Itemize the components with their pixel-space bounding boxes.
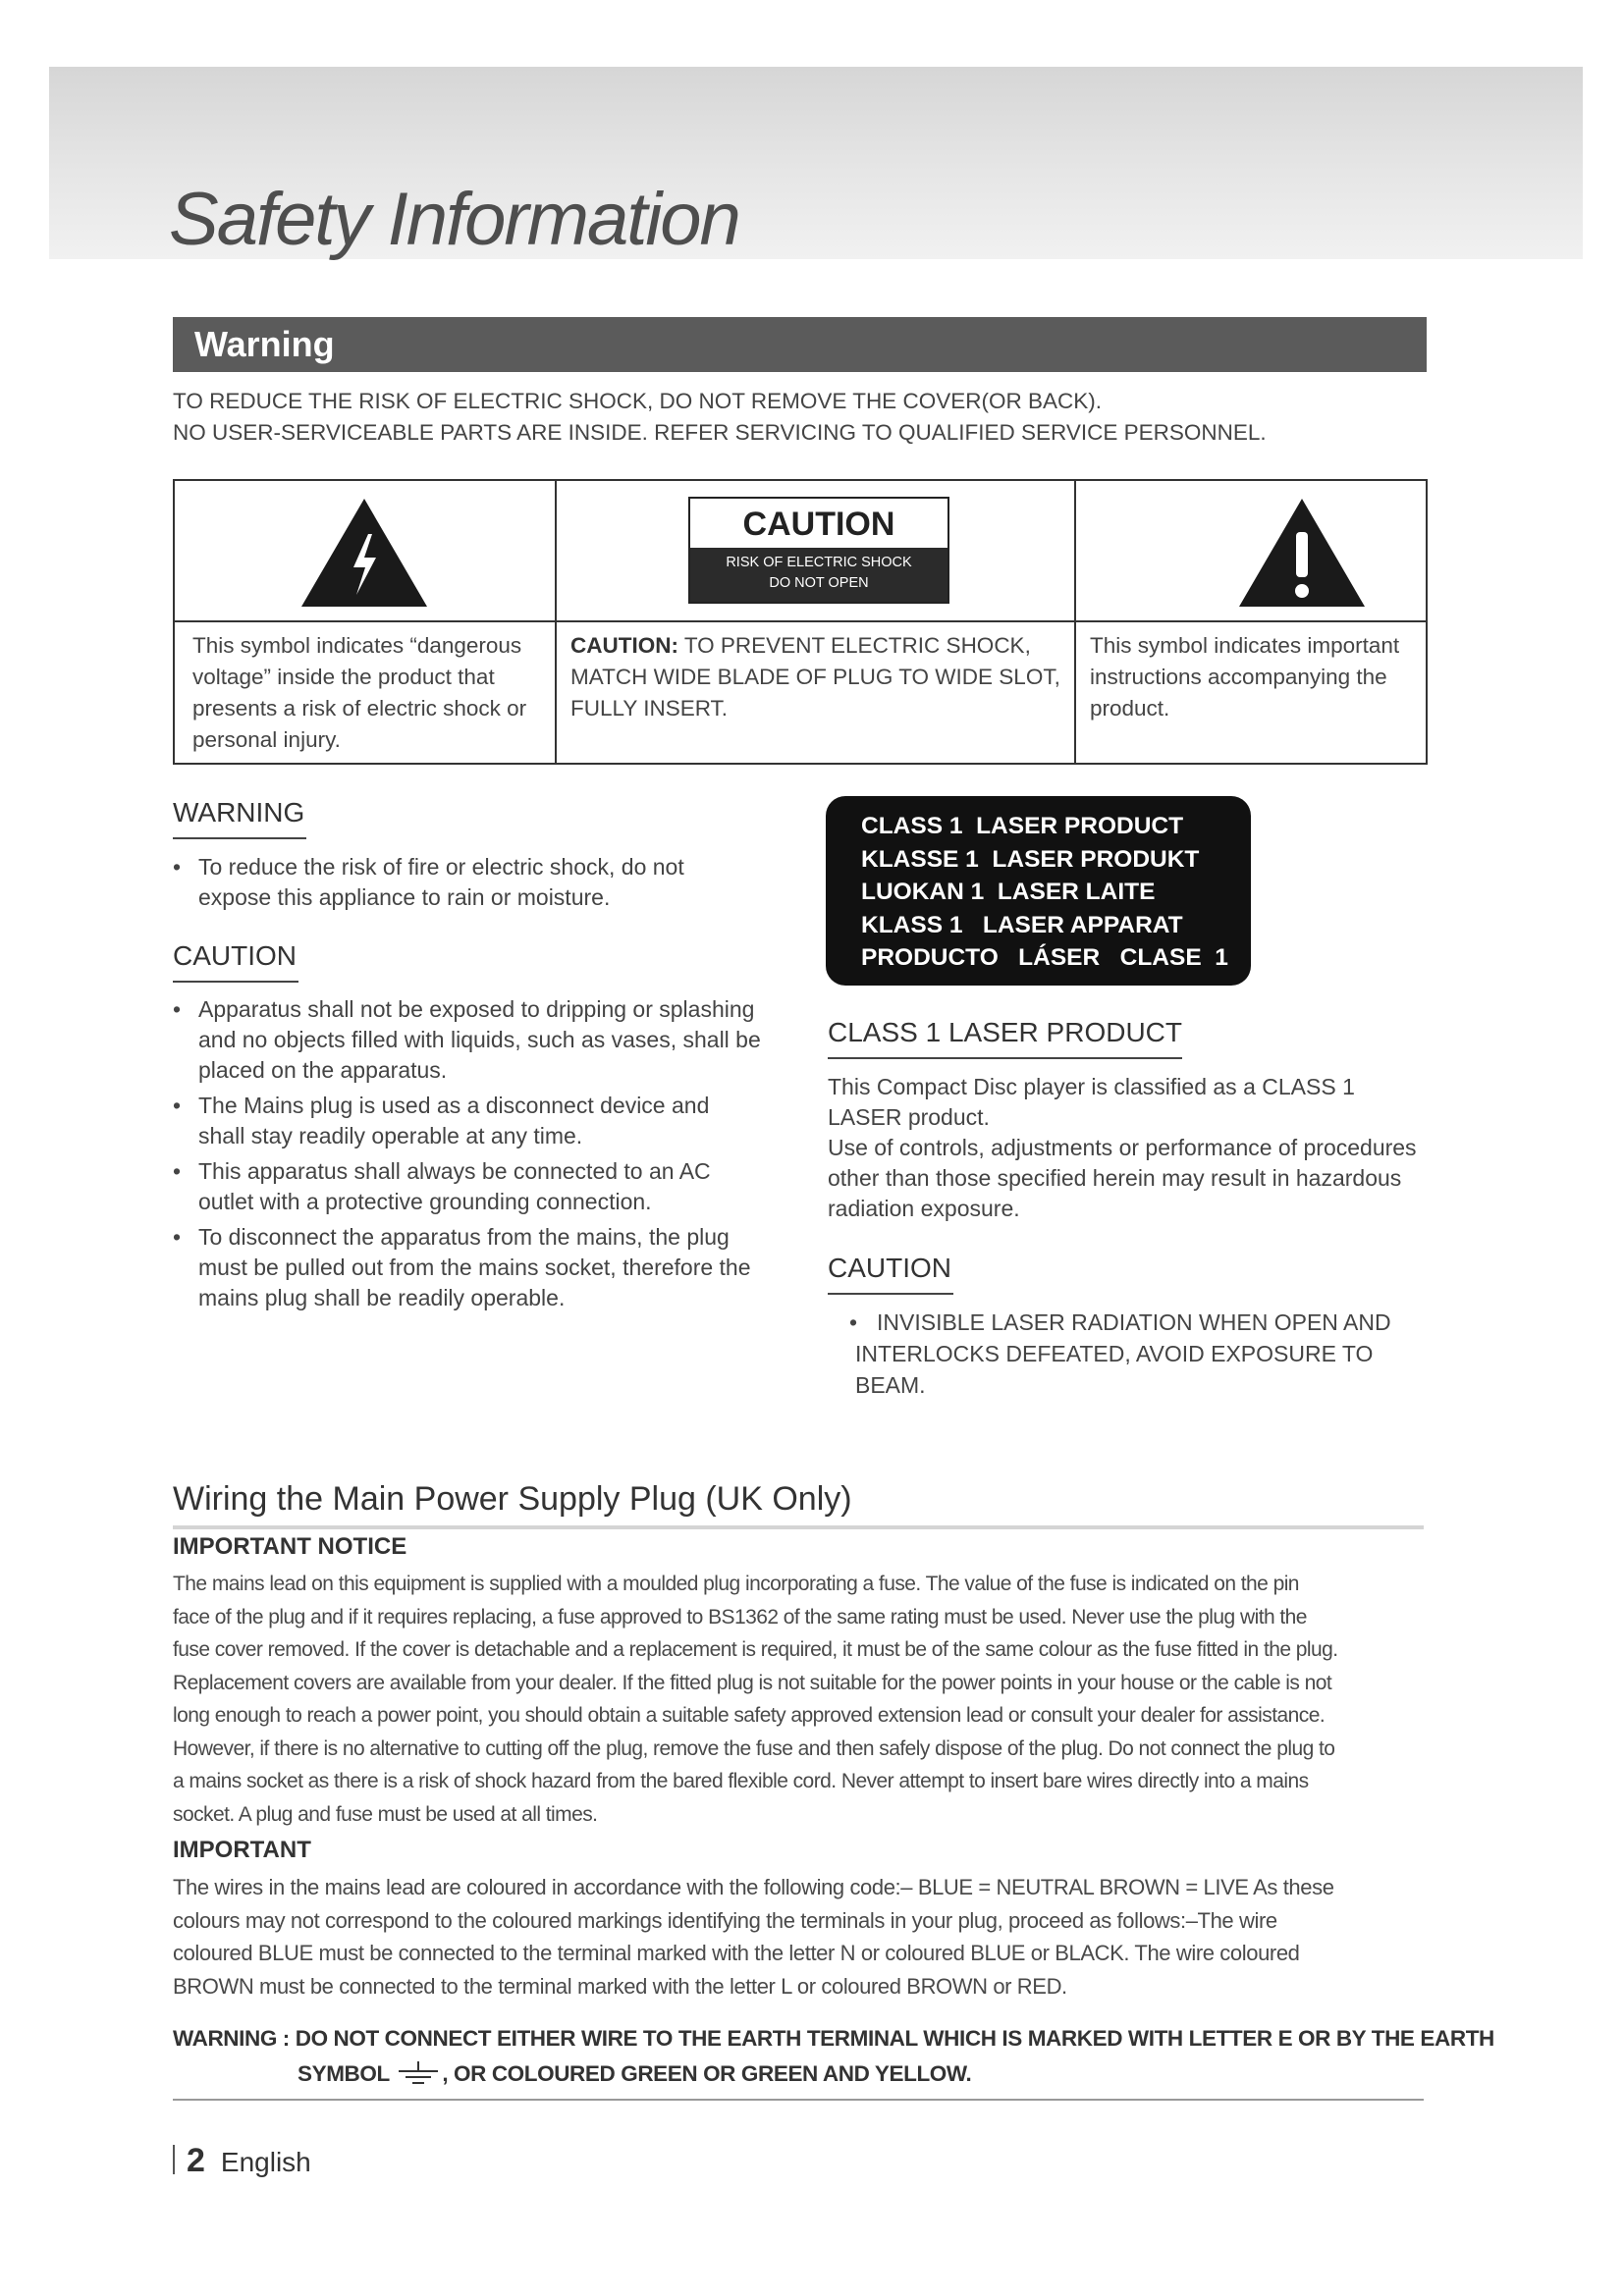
important-text <box>173 1871 1428 2002</box>
footer-rule <box>173 2099 1424 2101</box>
exclamation-warning-icon <box>1237 497 1367 609</box>
class1-paragraph-2: Use of controls, adjustments or performance of procedures other than those specified herein may result in hazardous radiation exposure. <box>828 1135 1417 1221</box>
notice-line: fuse cover removed. If the cover is detachable and a replacement is required, it must be of the same colour as the fuse fitted in the plug. <box>173 1638 1338 1661</box>
laser-label-line: LUOKAN 1 LASER LAITE <box>861 879 1156 905</box>
plug-caution-body: TO PREVENT ELECTRIC SHOCK, MATCH WIDE BLADE OF PLUG TO WIDE SLOT, FULLY INSERT. <box>570 633 1060 721</box>
earth-ground-icon <box>397 2061 440 2085</box>
warning-list <box>173 852 752 918</box>
plug-caution-bold: CAUTION: <box>570 633 678 658</box>
list-item: • The Mains plug is used as a disconnect device and shall stay readily operable at any time. <box>173 1091 762 1151</box>
laser-caution-heading: CAUTION <box>828 1253 951 1283</box>
earth-warning-line-1: WARNING : DO NOT CONNECT EITHER WIRE TO THE EARTH TERMINAL WHICH IS MARKED WITH LETTER E OR BY THE EARTH <box>173 2026 1494 2051</box>
laser-label-line: KLASS 1 LASER APPARAT <box>861 911 1183 938</box>
important-line: BROWN must be connected to the terminal marked with the letter L or coloured BROWN or RED. <box>173 1973 1067 1999</box>
laser-label-line: CLASS 1 LASER PRODUCT <box>861 813 1184 839</box>
notice-line: socket. A plug and fuse must be used at all times. <box>173 1802 598 1826</box>
warning-line-1: TO REDUCE THE RISK OF ELECTRIC SHOCK, DO NOT REMOVE THE COVER(OR BACK). <box>173 389 1102 413</box>
caution-label <box>688 497 949 604</box>
list-item: • INVISIBLE LASER RADIATION WHEN OPEN AND INTERLOCKS DEFEATED, AVOID EXPOSURE TO BEAM. <box>828 1307 1407 1401</box>
notice-line: The mains lead on this equipment is supplied with a moulded plug incorporating a fuse. The value of the fuse is indicated on the pin <box>173 1573 1299 1595</box>
wiring-title-rule <box>173 1525 1424 1529</box>
caution-list <box>173 994 762 1318</box>
page-footer <box>173 2142 311 2180</box>
notice-line: However, if there is no alternative to cutting off the plug, remove the fuse and then safely dispose of the plug. Do not connect the plug to <box>173 1736 1335 1760</box>
class1-heading: CLASS 1 LASER PRODUCT <box>828 1017 1182 1047</box>
earth-warning-symbol-word: SYMBOL <box>298 2061 390 2086</box>
list-item: • This apparatus shall always be connected to an AC outlet with a protective grounding connection. <box>173 1156 762 1217</box>
caution-label-sub1: RISK OF ELECTRIC SHOCK <box>726 555 912 570</box>
important-heading: IMPORTANT <box>173 1837 311 1863</box>
warning-banner: Warning <box>173 317 1427 372</box>
notice-line: a mains socket as there is a risk of shock hazard from the bared flexible cord. Never attempt to insert bare wires directly into a mains <box>173 1770 1309 1792</box>
warning-heading: WARNING <box>173 797 305 828</box>
earth-warning-line-2 <box>298 2061 971 2087</box>
list-item: • To reduce the risk of fire or electric shock, do not expose this appliance to rain or moisture. <box>173 852 752 913</box>
laser-caution-list <box>828 1307 1407 1406</box>
plug-caution-text <box>570 630 1066 724</box>
warning-underline <box>173 837 306 839</box>
list-item: • Apparatus shall not be exposed to dripping or splashing and no objects filled with liquids, such as vases, shall be placed on the apparatus. <box>173 994 762 1086</box>
important-notice-heading: IMPORTANT NOTICE <box>173 1533 407 1560</box>
page-number: 2 <box>187 2142 205 2179</box>
dangerous-voltage-text: This symbol indicates “dangerous voltage” inside the product that presents a risk of electric shock or personal injury. <box>192 633 527 752</box>
important-line: The wires in the mains lead are coloured in accordance with the following code:– BLUE = NEUTRAL BROWN = LIVE As these <box>173 1875 1334 1899</box>
warning-line-2: NO USER-SERVICEABLE PARTS ARE INSIDE. REFER SERVICING TO QUALIFIED SERVICE PERSONNEL. <box>173 420 1267 445</box>
notice-line: Replacement covers are available from your dealer. If the fitted plug is not suitable for the power points in your house or the cable is not <box>173 1671 1332 1694</box>
caution-heading: CAUTION <box>173 940 297 971</box>
laser-label-line: PRODUCTO LÁSER CLASE 1 <box>861 944 1228 971</box>
important-line: colours may not correspond to the coloured markings identifying the terminals in your plug, proceed as follows:–The wire <box>173 1907 1277 1933</box>
caution-underline <box>173 981 298 983</box>
laser-product-label <box>826 796 1251 986</box>
laser-label-line: KLASSE 1 LASER PRODUKT <box>861 845 1200 873</box>
important-notice-text <box>173 1568 1428 1831</box>
footer-bar <box>173 2145 175 2174</box>
notice-line: long enough to reach a power point, you should obtain a suitable safety approved extension lead or consult your dealer for assistance. <box>173 1704 1326 1727</box>
important-line: coloured BLUE must be connected to the terminal marked with the letter N or coloured BLUE or BLACK. The wire coloured <box>173 1941 1300 1965</box>
lightning-warning-icon <box>299 497 429 609</box>
caution-label-title: CAUTION <box>742 506 895 543</box>
laser-caution-underline <box>828 1293 953 1295</box>
list-item: • To disconnect the apparatus from the mains, the plug must be pulled out from the mains socket, therefore the mains plug shall be readily operable. <box>173 1222 762 1313</box>
wiring-section-title: Wiring the Main Power Supply Plug (UK Only) <box>173 1480 852 1518</box>
caution-label-sub2: DO NOT OPEN <box>769 575 869 591</box>
safety-symbol-table <box>173 479 1428 765</box>
earth-warning-end: , OR COLOURED GREEN OR GREEN AND YELLOW. <box>442 2061 972 2086</box>
important-instructions-text: This symbol indicates important instructions accompanying the product. <box>1090 633 1400 721</box>
class1-paragraph-1: This Compact Disc player is classified as a CLASS 1 LASER product. <box>828 1074 1355 1130</box>
page-language: English <box>220 2147 311 2177</box>
notice-line: face of the plug and if it requires replacing, a fuse approved to BS1362 of the same rating must be used. Never use the plug with the <box>173 1605 1307 1629</box>
class1-underline <box>828 1057 1182 1059</box>
page-title: Safety Information <box>169 178 739 261</box>
